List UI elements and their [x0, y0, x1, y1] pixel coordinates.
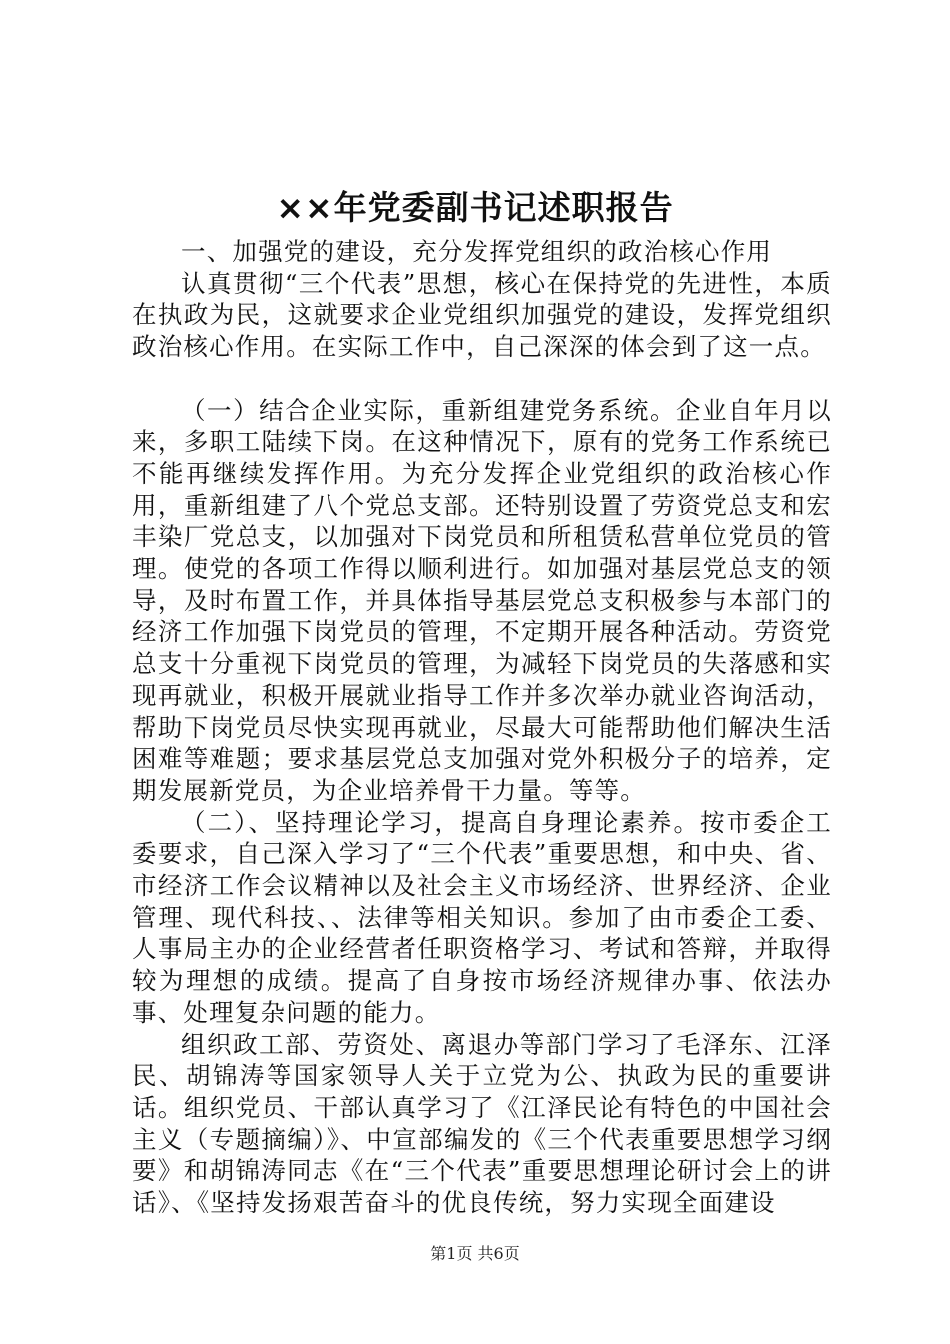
section-heading: 一、加强党的建设，充分发挥党组织的政治核心作用 [181, 237, 773, 266]
paragraph: 组织政工部、劳资处、离退办等部门学习了毛泽东、江泽民、胡锦涛等国家领导人关于立党为公、执政为民的重要讲话。组织党员、干部认真学习了《江泽民论有特色的中国社会主义（专题摘编）》、中宣部编发的《三个代表重要思想学习纲要》和胡锦涛同志《在“三个代表”重要思想理论研讨会上的讲话》、《坚持发扬艰苦奋斗的优良传统，努力实现全面建设 [132, 1029, 832, 1218]
page-footer: 第1页 共6页 [430, 1244, 520, 1263]
document-title: ××年党委副书记述职报告 [276, 188, 674, 227]
document-body [132, 236, 832, 1219]
paragraph: （二）、坚持理论学习，提高自身理论素养。按市委企工委要求，自己深入学习了“三个代表”重要思想，和中央、省、市经济工作会议精神以及社会主义市场经济、世界经济、企业管理、现代科技、、法律等相关知识。参加了由市委企工委、人事局主办的企业经营者任职资格学习、考试和答辩，并取得较为理想的成绩。提高了自身按市场经济规律办事、依法办事、处理复杂问题的能力。 [132, 807, 832, 1027]
paragraph: （一）结合企业实际，重新组建党务系统。企业自年月以来，多职工陆续下岗。在这种情况下，原有的党务工作系统已不能再继续发挥作用。为充分发挥企业党组织的政治核心作用，重新组建了八个党总支部。还特别设置了劳资党总支和宏丰染厂党总支，以加强对下岗党员和所租赁私营单位党员的管理。使党的各项工作得以顺利进行。如加强对基层党总支的领导，及时布置工作，并具体指导基层党总支积极参与本部门的经济工作加强下岗党员的管理，不定期开展各种活动。劳资党总支十分重视下岗党员的管理，为减轻下岗党员的失落感和实现再就业，积极开展就业指导工作并多次举办就业咨询活动，帮助下岗党员尽快实现再就业，尽最大可能帮助他们解决生活困难等难题；要求基层党总支加强对党外积极分子的培养，定期发展新党员，为企业培养骨干力量。等等。 [132, 395, 832, 805]
paragraph: 认真贯彻“三个代表”思想，核心在保持党的先进性，本质在执政为民，这就要求企业党组织加强党的建设，发挥党组织政治核心作用。在实际工作中，自己深深的体会到了这一点。 [132, 268, 832, 362]
